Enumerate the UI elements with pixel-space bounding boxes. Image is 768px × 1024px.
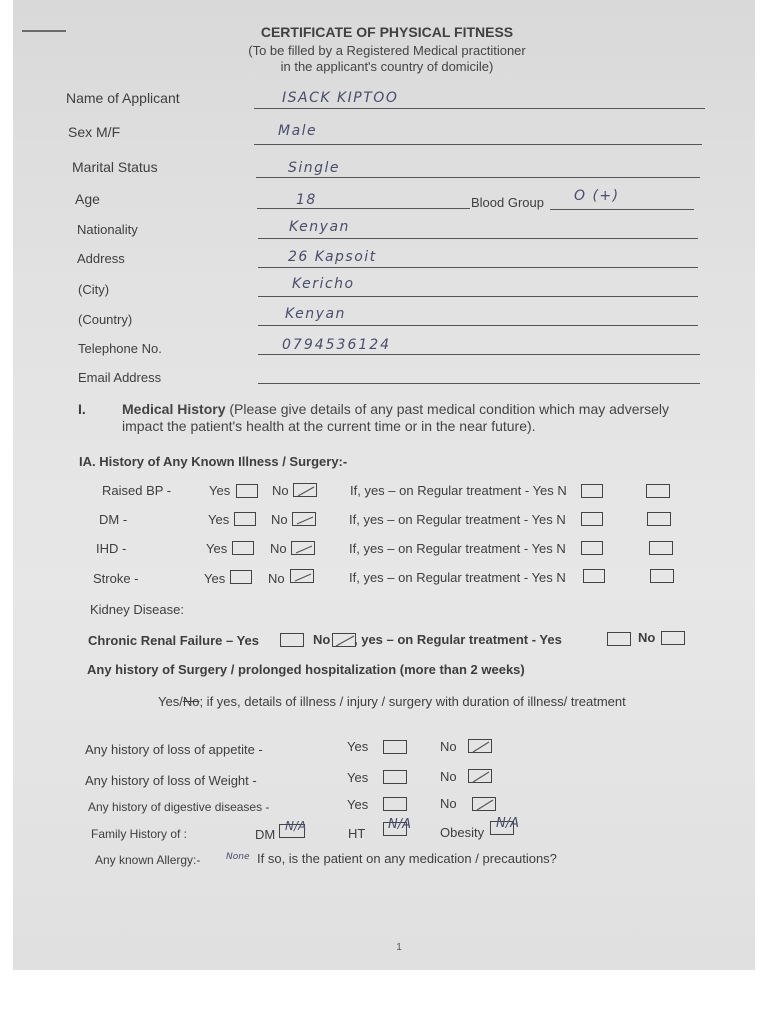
blood-group-label: Blood Group: [471, 195, 544, 210]
history-no-label: No: [440, 769, 457, 784]
check-slash-icon: [293, 513, 317, 527]
condition-no-label: No: [271, 512, 288, 527]
treatment-no-checkbox[interactable]: [646, 484, 670, 498]
history-label: Any history of loss of Weight -: [85, 773, 257, 788]
allergy-label: Any known Allergy:-: [95, 853, 201, 867]
city-label: (City): [78, 282, 110, 297]
nationality-label: Nationality: [77, 222, 138, 237]
name-value: ISACK KIPTOO: [282, 90, 399, 106]
email-line: [258, 383, 700, 384]
treatment-no-checkbox[interactable]: [649, 541, 673, 555]
history-no-checkbox[interactable]: [472, 797, 496, 811]
condition-yes-checkbox[interactable]: [234, 512, 256, 526]
family-history-label: Family History of :: [91, 827, 188, 841]
history-yes-checkbox[interactable]: [383, 797, 407, 811]
history-no-label: No: [440, 739, 457, 754]
condition-yes-checkbox[interactable]: [232, 541, 254, 555]
condition-name: Stroke -: [93, 571, 139, 586]
condition-name: Raised BP -: [102, 483, 172, 498]
history-yes-label: Yes: [347, 770, 369, 785]
email-label: Email Address: [78, 370, 162, 385]
history-no-label: No: [440, 796, 457, 811]
kidney-disease-label: Kidney Disease:: [90, 602, 184, 617]
section-number: I.: [78, 401, 86, 417]
blood-group-line: [550, 209, 694, 210]
condition-yes-label: Yes: [209, 483, 231, 498]
treatment-yes-checkbox[interactable]: [581, 484, 603, 498]
condition-treatment-label: If, yes – on Regular treatment - Yes N: [349, 512, 566, 527]
condition-no-label: No: [272, 483, 289, 498]
condition-no-checkbox[interactable]: [292, 512, 316, 526]
history-yes-checkbox[interactable]: [383, 770, 407, 784]
telephone-line: [258, 354, 700, 355]
medical-history-text-1: (Please give details of any past medical condition which may adversely: [229, 401, 670, 417]
city-value: Kericho: [292, 276, 355, 292]
family-ht-value: N/A: [388, 817, 411, 832]
medical-history-heading: Medical History: [122, 401, 226, 417]
history-yes-checkbox[interactable]: [383, 740, 407, 754]
check-slash-icon: [473, 798, 497, 812]
surgery-yes-label: Yes/: [158, 694, 183, 709]
condition-no-checkbox[interactable]: [291, 541, 315, 555]
form-subtitle-2: in the applicant's country of domicile): [280, 59, 494, 74]
allergy-question: If so, is the patient on any medication / precautions?: [257, 851, 557, 866]
history-no-checkbox[interactable]: [468, 739, 492, 753]
check-slash-icon: [469, 740, 493, 754]
condition-no-label: No: [270, 541, 287, 556]
address-value: 26 Kapsoit: [288, 249, 377, 265]
check-slash-icon: [292, 542, 316, 556]
telephone-label: Telephone No.: [78, 341, 162, 356]
country-label: (Country): [78, 312, 133, 327]
form-subtitle-1: (To be filled by a Registered Medical practitioner: [248, 43, 526, 58]
condition-yes-checkbox[interactable]: [230, 570, 252, 584]
crf-treatment-label: , yes – on Regular treatment - Yes: [354, 632, 562, 647]
surgery-heading: Any history of Surgery / prolonged hospitalization (more than 2 weeks): [87, 662, 525, 677]
crf-no-label: No: [313, 632, 331, 647]
treatment-yes-checkbox[interactable]: [581, 541, 603, 555]
family-ht-label: HT: [348, 826, 366, 841]
check-slash-icon: [291, 570, 315, 584]
condition-treatment-label: If, yes – on Regular treatment - Yes N: [350, 483, 567, 498]
condition-no-checkbox[interactable]: [290, 569, 314, 583]
city-line: [258, 296, 698, 297]
address-label: Address: [77, 251, 125, 266]
family-obesity-value: N/A: [496, 816, 519, 831]
condition-yes-label: Yes: [204, 571, 226, 586]
marital-line: [256, 177, 700, 178]
crf-treatment-no-checkbox[interactable]: [661, 631, 685, 645]
age-line: [257, 208, 470, 209]
telephone-value: 0794536124: [282, 337, 392, 353]
check-slash-icon: [469, 770, 493, 784]
condition-name: DM -: [99, 512, 128, 527]
condition-no-label: No: [268, 571, 285, 586]
blood-group-value: O (+): [574, 188, 620, 204]
history-yes-label: Yes: [347, 797, 369, 812]
crf-no2-label: No: [638, 630, 656, 645]
family-dm-value: N/A: [285, 819, 307, 833]
crf-treatment-yes-checkbox[interactable]: [607, 632, 631, 646]
condition-treatment-label: If, yes – on Regular treatment - Yes N: [349, 570, 566, 585]
form-title: CERTIFICATE OF PHYSICAL FITNESS: [260, 24, 514, 40]
country-value: Kenyan: [285, 306, 346, 322]
history-label: Any history of digestive diseases -: [88, 800, 270, 814]
ia-heading: IA. History of Any Known Illness / Surgery:-: [79, 454, 348, 469]
nationality-value: Kenyan: [289, 219, 350, 235]
condition-treatment-label: If, yes – on Regular treatment - Yes N: [349, 541, 566, 556]
condition-yes-label: Yes: [208, 512, 230, 527]
age-label: Age: [75, 191, 100, 207]
condition-no-checkbox[interactable]: [293, 483, 317, 497]
condition-yes-label: Yes: [206, 541, 228, 556]
nationality-line: [258, 238, 698, 239]
medical-history-intro: [122, 401, 732, 417]
treatment-no-checkbox[interactable]: [647, 512, 671, 526]
name-line: [254, 108, 705, 109]
medical-history-text-2: impact the patient's health at the current time or in the near future).: [122, 418, 536, 434]
family-dm-label: DM: [255, 827, 276, 842]
crf-label: Chronic Renal Failure – Yes: [88, 633, 259, 648]
page-number: 1: [396, 942, 402, 953]
treatment-yes-checkbox[interactable]: [581, 512, 603, 526]
history-yes-label: Yes: [347, 739, 369, 754]
sex-value: Male: [278, 123, 318, 139]
sex-label: Sex M/F: [68, 124, 121, 140]
surgery-no-struck: No: [182, 694, 200, 709]
surgery-line: [158, 694, 626, 709]
condition-yes-checkbox[interactable]: [236, 484, 258, 498]
history-no-checkbox[interactable]: [468, 769, 492, 783]
country-line: [258, 325, 698, 326]
address-line: [258, 267, 698, 268]
treatment-yes-checkbox[interactable]: [583, 569, 605, 583]
check-slash-icon: [294, 484, 318, 498]
crf-yes-checkbox[interactable]: [280, 633, 304, 647]
surgery-details-text: ; if yes, details of illness / injury / surgery with duration of illness/ treatment: [199, 694, 626, 709]
family-obesity-label: Obesity: [440, 825, 485, 840]
marital-label: Marital Status: [72, 159, 158, 175]
crf-no-checkbox[interactable]: [332, 633, 356, 647]
condition-name: IHD -: [96, 541, 127, 556]
age-value: 18: [296, 192, 317, 208]
allergy-value: None: [226, 852, 250, 862]
marital-value: Single: [288, 160, 341, 176]
sex-line: [254, 144, 702, 145]
name-label: Name of Applicant: [66, 90, 180, 106]
treatment-no-checkbox[interactable]: [650, 569, 674, 583]
history-label: Any history of loss of appetite -: [85, 742, 263, 757]
